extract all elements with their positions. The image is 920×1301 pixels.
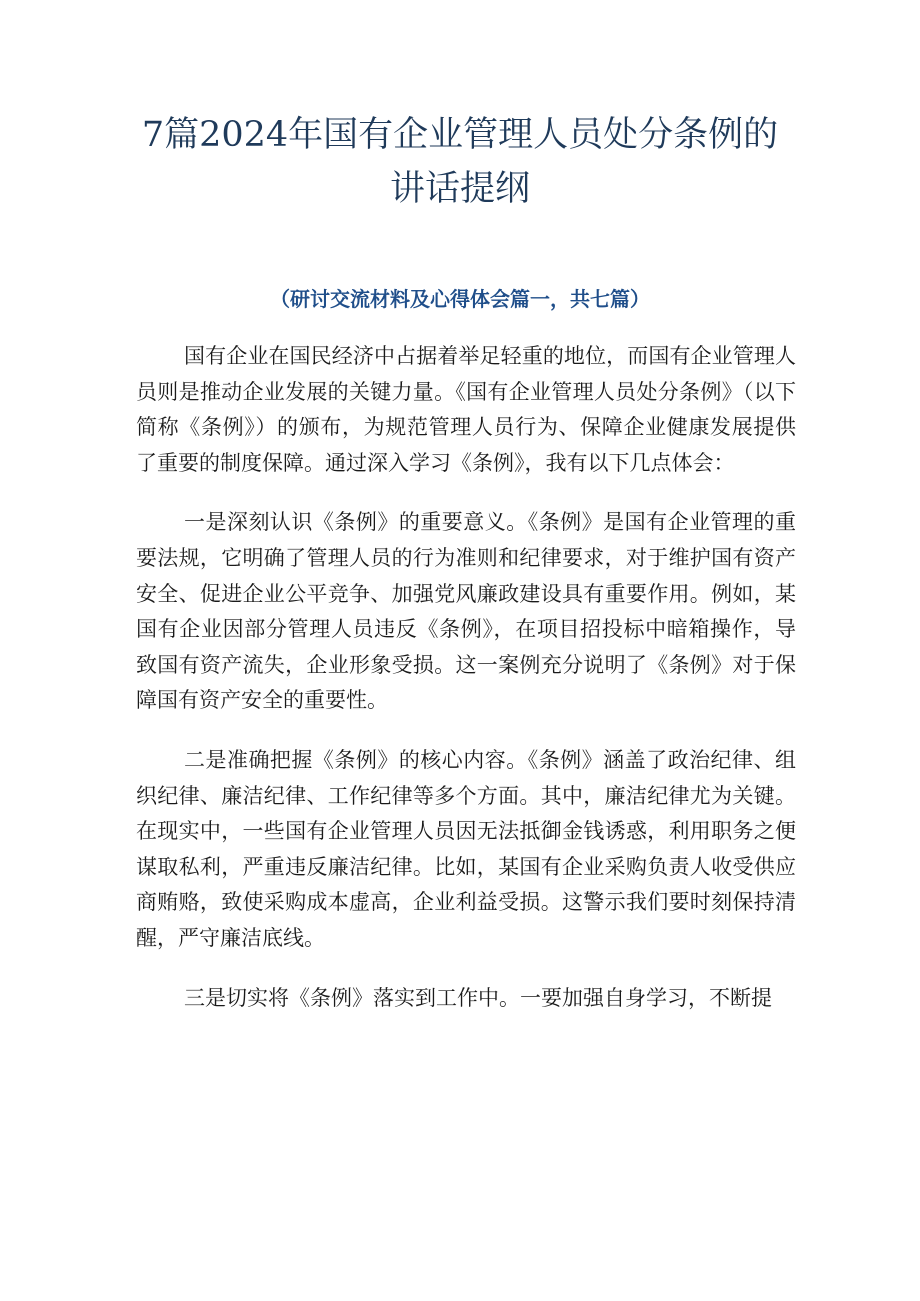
paragraph-point-three: 三是切实将《条例》落实到工作中。一要加强自身学习，不断提	[184, 985, 772, 1010]
title-line-1: 7篇2024年国有企业管理人员处分条例的	[141, 115, 779, 155]
document-subtitle: （研讨交流材料及心得体会篇一，共七篇）	[270, 287, 650, 311]
document-body	[136, 339, 796, 1040]
paragraph-point-two: 二是准确把握《条例》的核心内容。《条例》涵盖了政治纪律、组织纪律、廉洁纪律、工作纪律等多个方面。其中，廉洁纪律尤为关键。在现实中，一些国有企业管理人员因无法抵御金钱诱惑，利用职务之便谋取私利，严重违反廉洁纪律。比如，某国有企业采购负责人收受供应商贿赂，致使采购成本虚高，企业利益受损。这警示我们要时刻保持清醒，严守廉洁底线。	[136, 747, 796, 950]
paragraph-intro: 国有企业在国民经济中占据着举足轻重的地位，而国有企业管理人员则是推动企业发展的关键力量。《国有企业管理人员处分条例》（以下简称《条例》）的颁布，为规范管理人员行为、保障企业健康发展提供了重要的制度保障。通过深入学习《条例》，我有以下几点体会：	[136, 344, 796, 475]
document-title	[110, 108, 810, 216]
paragraph-point-one: 一是深刻认识《条例》的重要意义。《条例》是国有企业管理的重要法规，它明确了管理人员的行为准则和纪律要求，对于维护国有资产安全、促进企业公平竞争、加强党风廉政建设具有重要作用。例如，某国有企业因部分管理人员违反《条例》，在项目招投标中暗箱操作，导致国有资产流失，企业形象受损。这一案例充分说明了《条例》对于保障国有资产安全的重要性。	[136, 510, 796, 713]
title-line-2: 讲话提纲	[389, 169, 530, 209]
